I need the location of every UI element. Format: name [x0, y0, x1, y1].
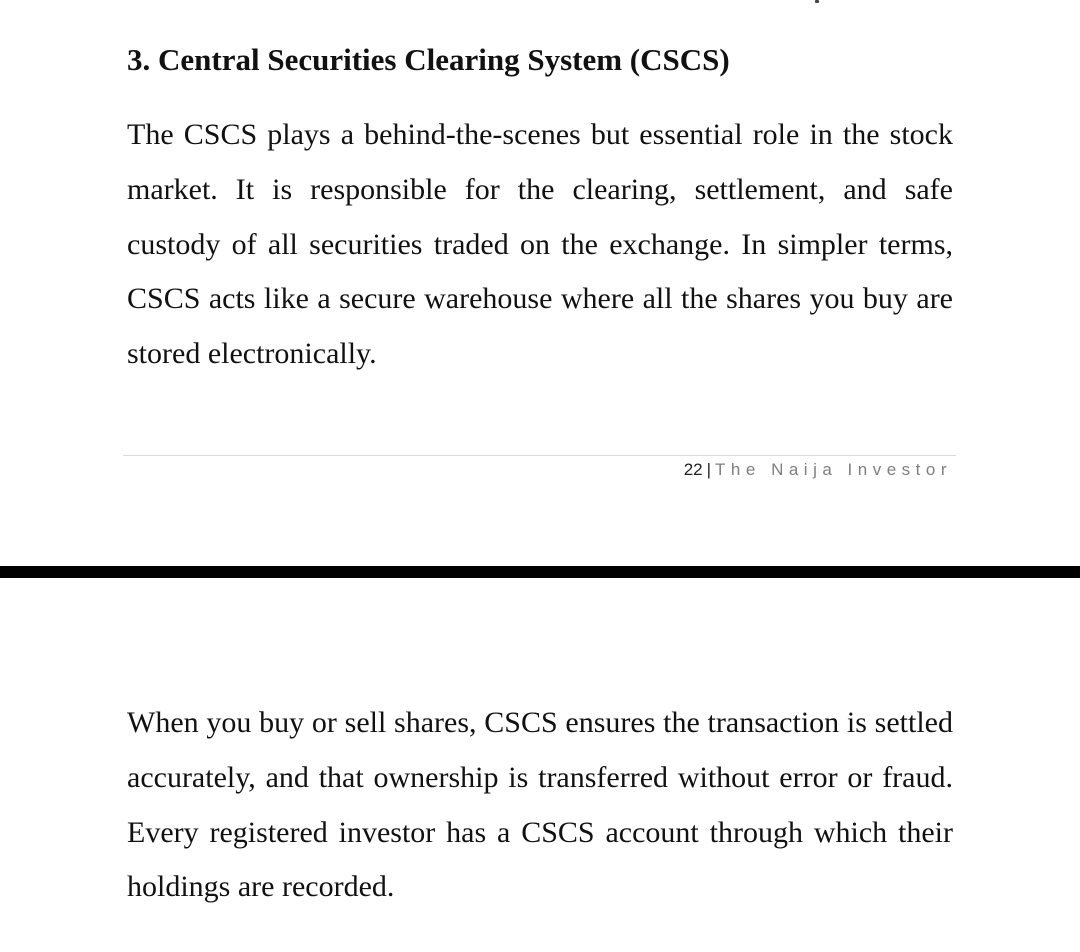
footer-rule	[123, 455, 956, 456]
footer-book-title: The Naija Investor	[715, 460, 952, 479]
body-paragraph: The CSCS plays a behind-the-scenes but essential role in the stock market. It is responsible for the clearing, settlement, and safe custody of all securities traded on the exchange. In simpler terms, CSCS acts like a secure warehouse where all the shares you buy are stored electronically.	[127, 118, 953, 371]
section-heading: 3. Central Securities Clearing System (CSCS)	[127, 42, 730, 77]
footer-separator: |	[706, 460, 712, 479]
body-paragraph: When you buy or sell shares, CSCS ensures the transaction is settled accurately, and that ownership is transferred without error or fraud. Every registered investor has a CSCS account through which their holdings are recorded.	[127, 706, 953, 904]
page-footer	[684, 458, 952, 482]
cropped-text-fragment	[815, 0, 819, 3]
page-number: 22	[683, 460, 703, 479]
page-break-divider	[0, 566, 1080, 578]
document-page-bottom	[0, 578, 1080, 952]
